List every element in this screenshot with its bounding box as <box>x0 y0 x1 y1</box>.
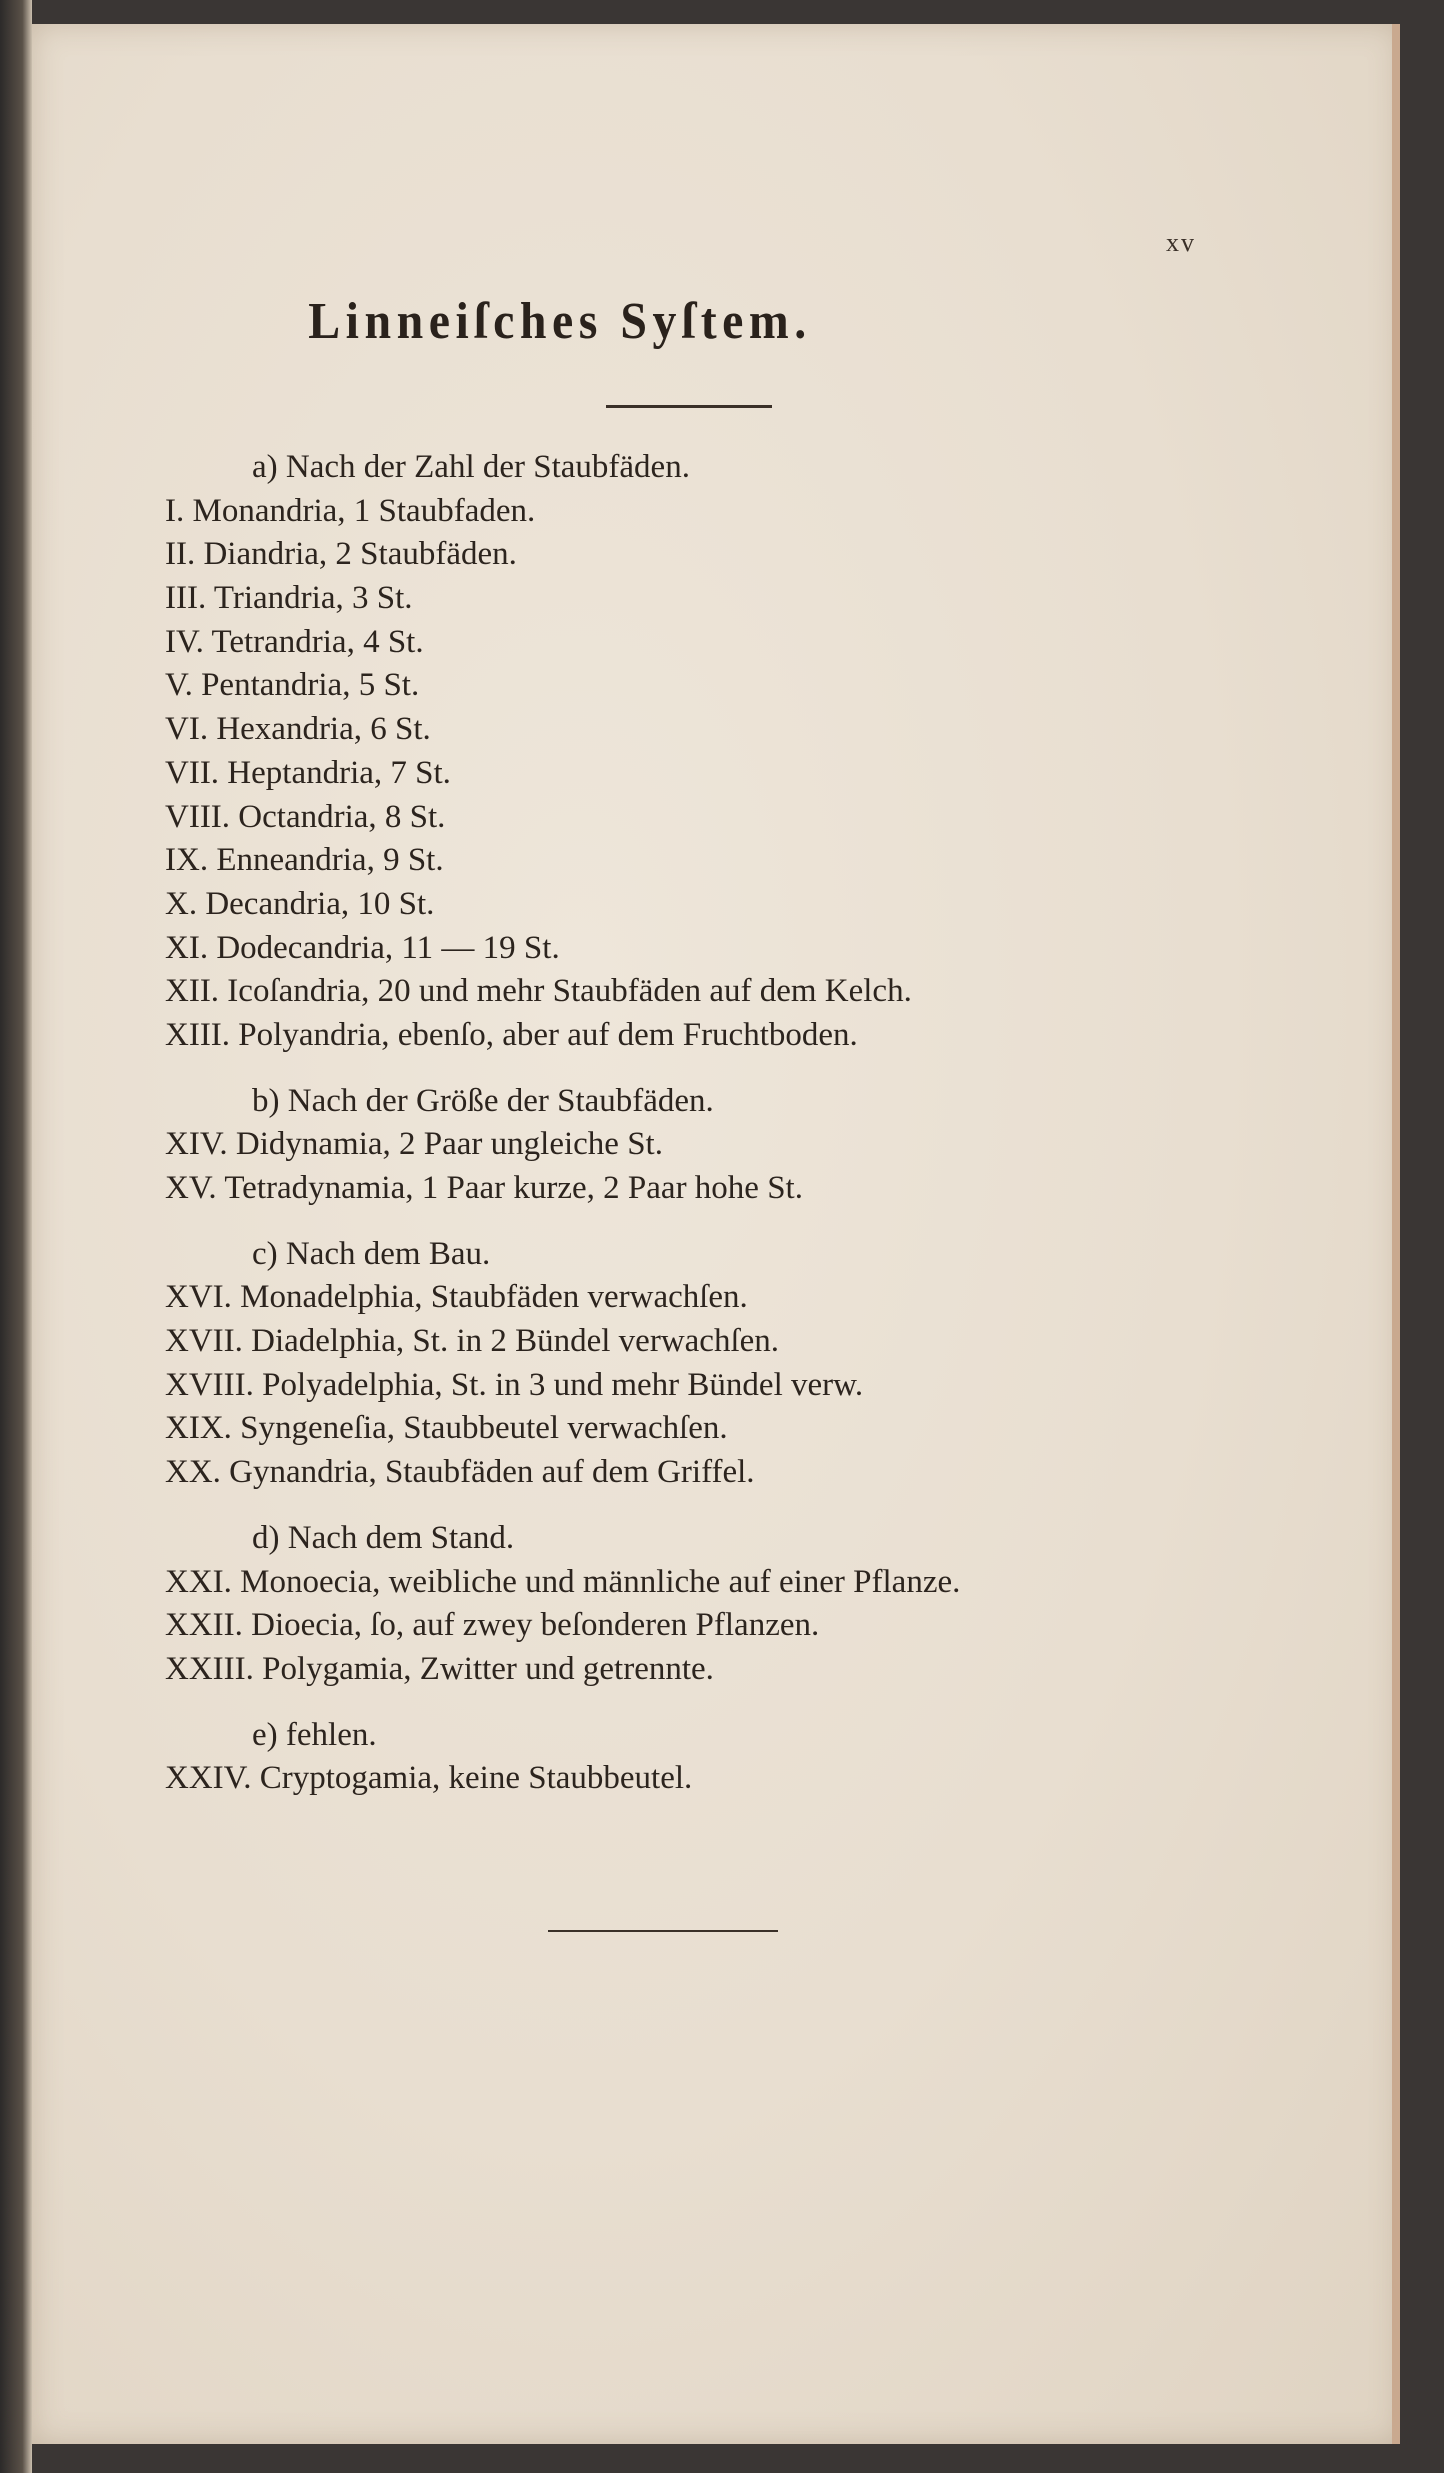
class-entry: XXIV. Cryptogamia, keine Staubbeutel. <box>165 1760 693 1797</box>
class-entry: XVII. Diadelphia, St. in 2 Bündel verwachſen. <box>165 1323 780 1360</box>
end-rule <box>548 1930 778 1932</box>
class-entry: XVI. Monadelphia, Staubfäden verwachſen. <box>165 1279 748 1316</box>
class-entry: XXI. Monoecia, weibliche und männliche auf einer Pflanze. <box>165 1563 961 1600</box>
section-heading: c) Nach dem Bau. <box>252 1235 491 1272</box>
section-heading: d) Nach dem Stand. <box>252 1519 515 1556</box>
class-list <box>165 446 960 1801</box>
class-entry: VIII. Octandria, 8 St. <box>165 798 446 835</box>
page-edge <box>1392 24 1400 2444</box>
class-entry: X. Decandria, 10 St. <box>165 885 435 922</box>
class-entry: XIII. Polyandria, ebenſo, aber auf dem Fruchtboden. <box>165 1016 858 1053</box>
section <box>165 1233 960 1495</box>
class-entry: II. Diandria, 2 Staubfäden. <box>165 536 517 573</box>
class-entry: XI. Dodecandria, 11 — 19 St. <box>165 929 560 966</box>
section <box>165 1714 960 1801</box>
section <box>165 446 960 1058</box>
book-spine-edge <box>0 0 32 2473</box>
class-entry: VI. Hexandria, 6 St. <box>165 711 431 748</box>
class-entry: XIX. Syngeneſia, Staubbeutel verwachſen. <box>165 1410 728 1447</box>
page-number: xv <box>1166 228 1196 257</box>
section-heading: a) Nach der Zahl der Staubfäden. <box>252 449 690 485</box>
class-entry: III. Triandria, 3 St. <box>165 580 413 617</box>
class-entry: XII. Icoſandria, 20 und mehr Staubfäden auf dem Kelch. <box>165 973 912 1010</box>
section-heading: b) Nach der Größe der Staubfäden. <box>252 1082 714 1119</box>
class-entry: V. Pentandria, 5 St. <box>165 667 420 704</box>
section-heading: e) fehlen. <box>252 1716 377 1753</box>
class-entry: XV. Tetradynamia, 1 Paar kurze, 2 Paar hohe St. <box>165 1170 803 1206</box>
class-entry: XVIII. Polyadelphia, St. in 3 und mehr Bündel verw. <box>165 1366 864 1403</box>
class-entry: I. Monandria, 1 Staubfaden. <box>165 492 536 529</box>
section <box>165 1080 960 1211</box>
class-entry: IV. Tetrandria, 4 St. <box>165 623 424 660</box>
page-title: Linneiſches Syſtem. <box>308 293 812 350</box>
class-entry: IX. Enneandria, 9 St. <box>165 842 444 879</box>
section <box>165 1517 960 1692</box>
class-entry: XXIII. Polygamia, Zwitter und getrennte. <box>165 1650 714 1687</box>
class-entry: XX. Gynandria, Staubfäden auf dem Griffel. <box>165 1454 755 1491</box>
class-entry: XXII. Dioecia, ſo, auf zwey beſonderen Pflanzen. <box>165 1607 820 1644</box>
title-rule <box>606 405 772 408</box>
class-entry: VII. Heptandria, 7 St. <box>165 754 451 791</box>
class-entry: XIV. Didynamia, 2 Paar ungleiche St. <box>165 1126 663 1163</box>
